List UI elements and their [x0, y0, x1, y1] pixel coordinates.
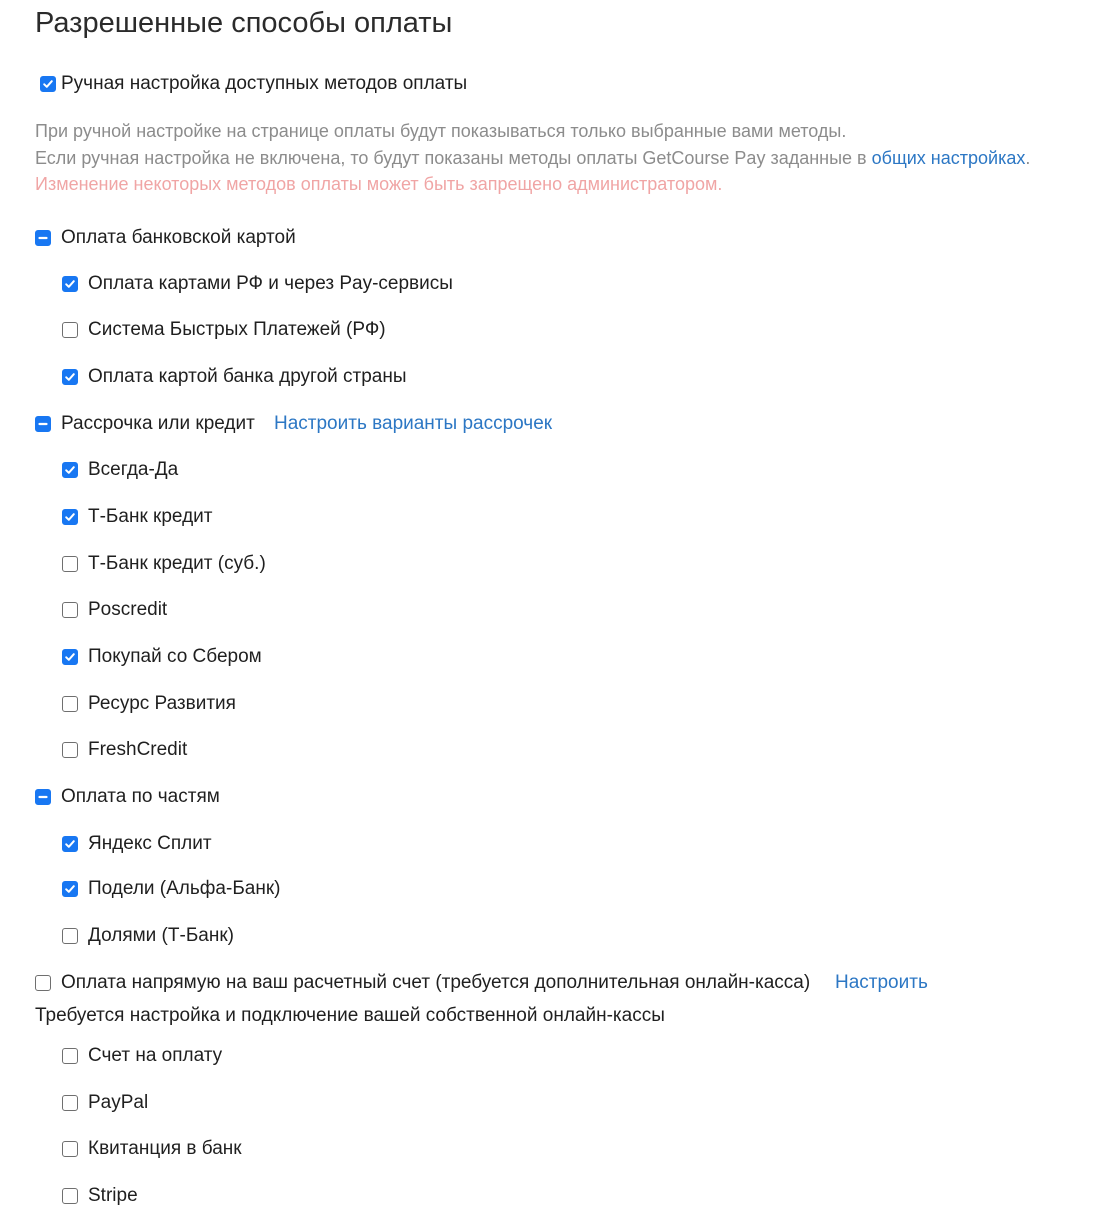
method-label[interactable]: PayPal: [88, 1092, 149, 1113]
info-text-line1: При ручной настройке на странице оплаты будут показываться только выбранные вами методы.: [35, 121, 847, 141]
method-label[interactable]: Яндекс Сплит: [88, 833, 212, 854]
method-checkbox[interactable]: [62, 509, 78, 525]
checkmark-icon: [64, 651, 76, 663]
checkmark-icon: [64, 838, 76, 850]
method-label[interactable]: Квитанция в банк: [88, 1138, 242, 1159]
group-installment-checkbox[interactable]: [35, 416, 51, 432]
configure-installments-link[interactable]: Настроить варианты рассрочек: [274, 413, 553, 434]
method-checkbox[interactable]: [62, 1141, 78, 1157]
page-title: Разрешенные способы оплаты: [35, 7, 453, 39]
method-label[interactable]: Счет на оплату: [88, 1045, 223, 1066]
method-label[interactable]: Ресурс Развития: [88, 693, 236, 714]
method-label[interactable]: Система Быстрых Платежей (РФ): [88, 319, 386, 340]
method-label[interactable]: Оплата картой банка другой страны: [88, 366, 407, 387]
checkmark-icon: [42, 78, 54, 90]
method-checkbox[interactable]: [62, 836, 78, 852]
method-checkbox[interactable]: [62, 696, 78, 712]
info-text-line2: [35, 145, 1030, 171]
indeterminate-dash-icon: [37, 232, 49, 244]
method-label[interactable]: Stripe: [88, 1185, 138, 1206]
group-bank-card-checkbox[interactable]: [35, 230, 51, 246]
group-pay-in-parts-checkbox[interactable]: [35, 789, 51, 805]
method-checkbox[interactable]: [62, 369, 78, 385]
general-settings-link[interactable]: общих настройках: [871, 148, 1026, 168]
manual-setup-checkbox[interactable]: [40, 76, 56, 92]
indeterminate-dash-icon: [37, 418, 49, 430]
method-label[interactable]: Всегда-Да: [88, 459, 179, 480]
checkmark-icon: [64, 511, 76, 523]
configure-cashbox-link[interactable]: Настроить: [835, 972, 928, 993]
method-checkbox[interactable]: [62, 1095, 78, 1111]
method-checkbox[interactable]: [62, 276, 78, 292]
group-pay-in-parts-label[interactable]: Оплата по частям: [61, 786, 220, 807]
method-checkbox[interactable]: [62, 556, 78, 572]
method-label[interactable]: Т-Банк кредит: [88, 506, 213, 527]
info-text-line2-suffix: .: [1025, 148, 1031, 168]
method-checkbox[interactable]: [62, 322, 78, 338]
method-checkbox[interactable]: [62, 602, 78, 618]
checkmark-icon: [64, 278, 76, 290]
checkmark-icon: [64, 883, 76, 895]
cashbox-requirement-note: Требуется настройка и подключение вашей собственной онлайн-кассы: [35, 1005, 665, 1026]
method-label[interactable]: Покупай со Сбером: [88, 646, 262, 667]
info-text-line2-prefix: Если ручная настройка не включена, то будут показаны методы оплаты GetCourse Pay заданные в: [35, 148, 872, 168]
method-label[interactable]: Подели (Альфа-Банк): [88, 878, 281, 899]
method-checkbox[interactable]: [62, 462, 78, 478]
indeterminate-dash-icon: [37, 791, 49, 803]
method-checkbox[interactable]: [62, 1048, 78, 1064]
checkmark-icon: [64, 371, 76, 383]
method-label[interactable]: Оплата картами РФ и через Pay-сервисы: [88, 273, 453, 294]
method-checkbox[interactable]: [62, 928, 78, 944]
checkmark-icon: [64, 464, 76, 476]
method-label[interactable]: FreshCredit: [88, 739, 188, 760]
method-label[interactable]: Poscredit: [88, 599, 168, 620]
group-direct-account-label[interactable]: Оплата напрямую на ваш расчетный счет (требуется дополнительная онлайн-касса): [61, 972, 811, 993]
method-checkbox[interactable]: [62, 742, 78, 758]
group-direct-account-checkbox[interactable]: [35, 975, 51, 991]
group-bank-card-label[interactable]: Оплата банковской картой: [61, 227, 296, 248]
method-checkbox[interactable]: [62, 881, 78, 897]
method-checkbox[interactable]: [62, 649, 78, 665]
group-installment-label[interactable]: Рассрочка или кредит: [61, 413, 255, 434]
manual-setup-label[interactable]: Ручная настройка доступных методов оплаты: [61, 73, 468, 94]
method-label[interactable]: Т-Банк кредит (суб.): [88, 553, 266, 574]
method-checkbox[interactable]: [62, 1188, 78, 1204]
method-label[interactable]: Долями (Т-Банк): [88, 925, 234, 946]
admin-restriction-warning: Изменение некоторых методов оплаты может быть запрещено администратором.: [35, 174, 723, 194]
